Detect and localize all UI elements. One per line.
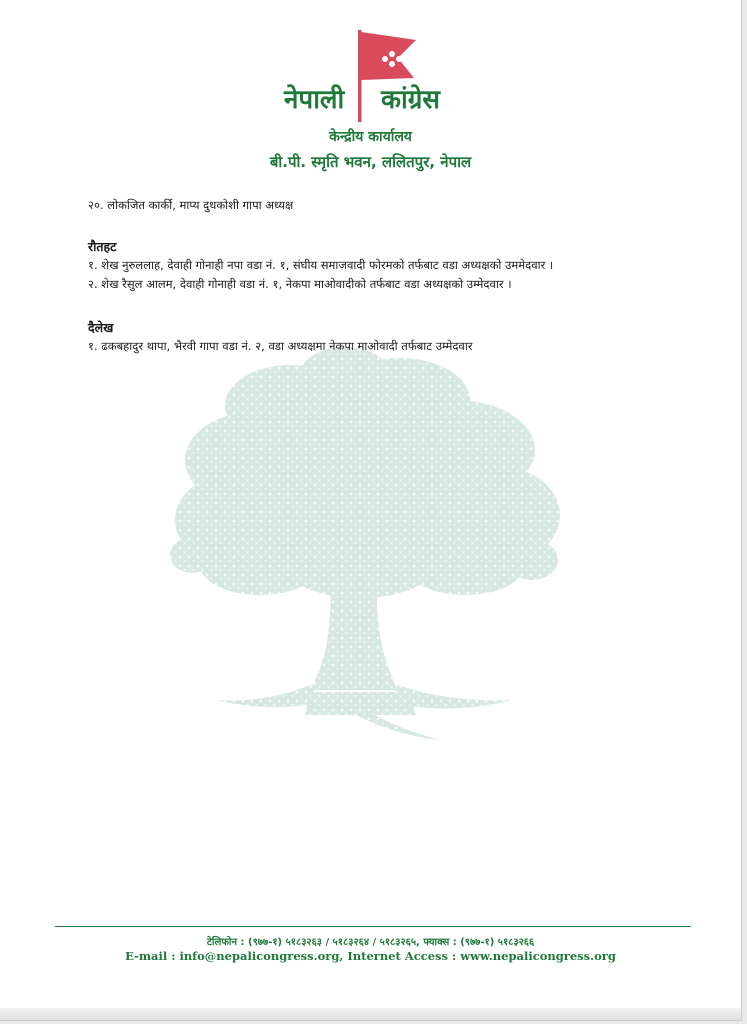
list-item: १. ढकबहादुर थापा, भैरवी गापा वडा नं. २, वडा अध्यक्षमा नेकपा माओवादी तर्फबाट उम्मेदवार	[88, 339, 473, 353]
section-heading-dailekh: दैलेख	[88, 320, 114, 335]
letterhead	[0, 0, 741, 180]
footer-contact-phone: टेलिफोन : (९७७-१) ५१८३२६३ / ५१८३२६४ / ५१८३२६५, फ्याक्स : (९७७-१) ५१८३२६६	[206, 937, 535, 948]
list-item: १. शेख नुरुललाह, देवाही गोनाही नपा वडा नं. १, संघीय समाजवादी फोरमको तर्फबाट वडा अध्यक्षको उममेदवार ।	[88, 258, 554, 272]
section-heading-rautahat: रौतहट	[88, 239, 117, 254]
page-edge	[0, 1008, 741, 1020]
intro-line: २०. लोकजित कार्की, माप्य दुधकोशी गापा अध्यक्ष	[88, 198, 294, 212]
office-address: बी.पी. स्मृति भवन, ललितपुर, नेपाल	[269, 153, 472, 171]
footer-divider	[55, 926, 691, 927]
party-name-left: नेपाली	[284, 85, 345, 115]
tree-watermark-icon	[160, 330, 580, 760]
list-item: २. शेख रैसुल आलम, देवाही गोनाही वडा नं. १, नेकपा माओवादीको तर्फबाट वडा अध्यक्षको उम्मेदवार ।	[88, 277, 512, 291]
party-name-right: कांग्रेस	[381, 85, 440, 115]
footer-contact-web: E-mail : info@nepalicongress.org, Internet Access : www.nepalicongress.org	[125, 949, 616, 963]
letter-body	[88, 196, 688, 356]
office-name: केन्द्रीय कार्यालय	[329, 129, 412, 145]
